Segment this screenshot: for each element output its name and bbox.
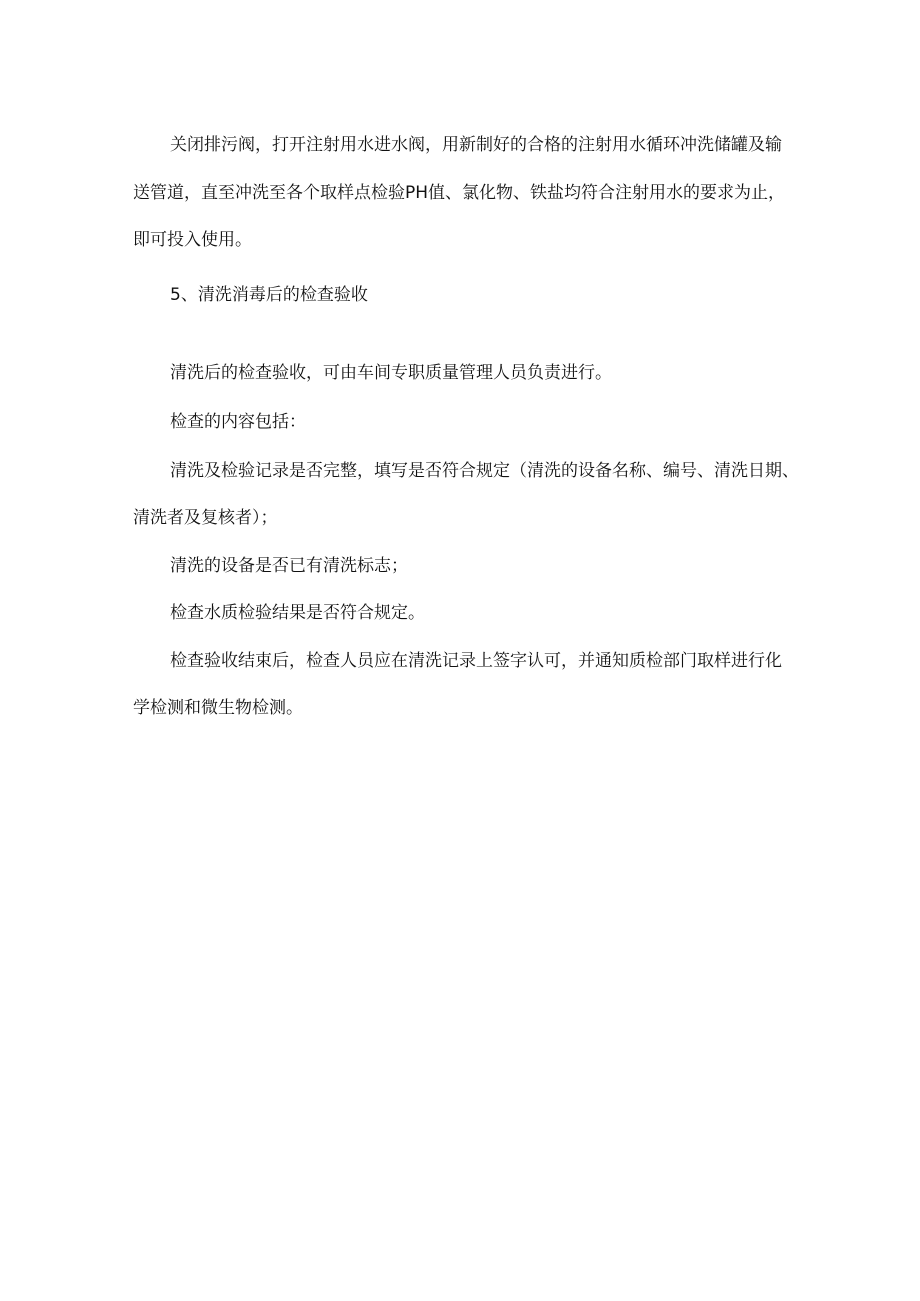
paragraph-6: 检查水质检验结果是否符合规定。 [170,603,425,623]
paragraph-1-line-3: 即可投入使用。 [133,230,252,250]
paragraph-7-line-1: 检查验收结束后，检查人员应在清洗记录上签字认可，并通知质检部门取样进行化 [170,651,782,671]
paragraph-1-line-2: 送管道，直至冲洗至各个取样点检验PH值、氯化物、铁盐均符合注射用水的要求为止， [133,183,786,203]
paragraph-3: 检查的内容包括： [170,412,306,432]
section-heading: 5、清洗消毒后的检查验收 [170,285,368,305]
paragraph-4-line-1: 清洗及检验记录是否完整，填写是否符合规定（清洗的设备名称、编号、清洗日期、 [170,461,799,481]
paragraph-5: 清洗的设备是否已有清洗标志； [170,556,408,576]
paragraph-7-line-2: 学检测和微生物检测。 [133,698,303,718]
paragraph-4-line-2: 清洗者及复核者）； [133,508,278,528]
paragraph-1-line-1: 关闭排污阀，打开注射用水进水阀，用新制好的合格的注射用水循环冲洗储罐及输 [170,135,782,155]
paragraph-2: 清洗后的检查验收，可由车间专职质量管理人员负责进行。 [170,363,612,383]
